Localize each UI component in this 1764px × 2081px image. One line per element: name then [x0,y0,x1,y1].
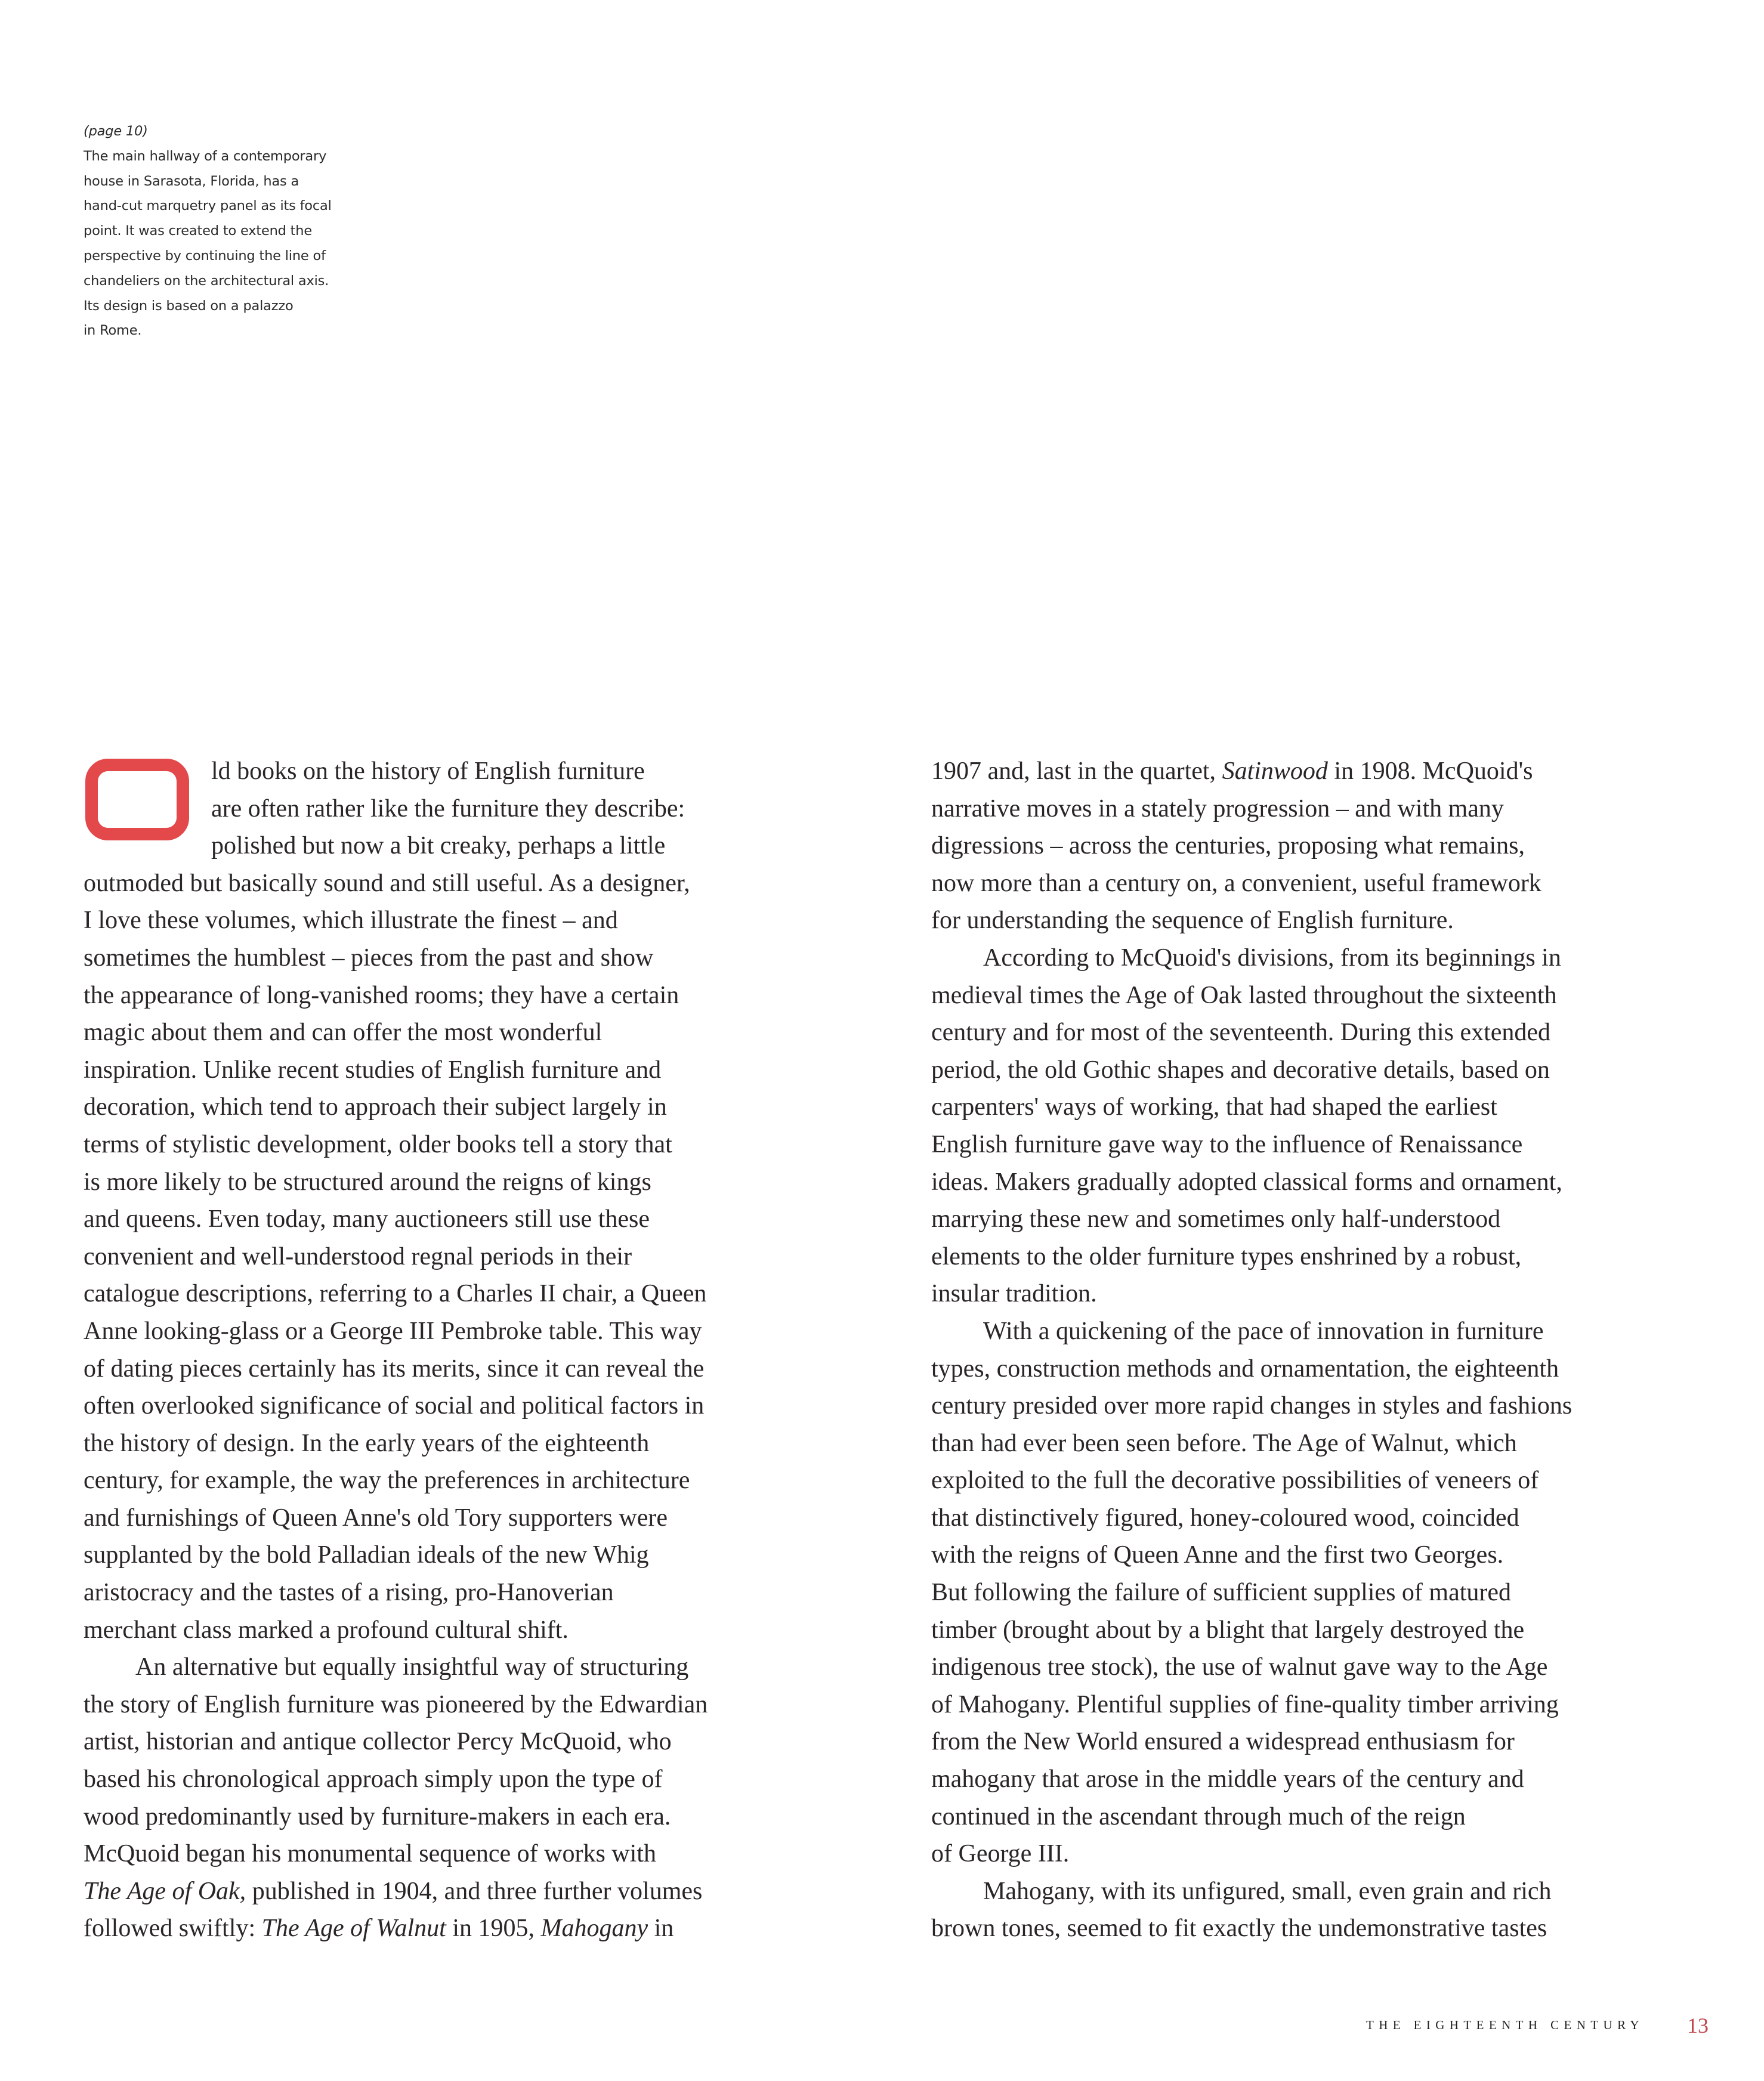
text-line: mahogany that arose in the middle years of the century and [931,1765,1524,1794]
text-line: and furnishings of Queen Anne's old Tory supporters were [84,1504,668,1532]
text-line: century, for example, the way the preferences in architecture [84,1467,690,1495]
text-line: the history of design. In the early years of the eighteenth [84,1429,650,1457]
text-line: timber (brought about by a blight that largely destroyed the [931,1616,1525,1644]
text-line: types, construction methods and ornamentation, the eighteenth [931,1355,1559,1383]
caption-page-reference: (page 10) [84,123,148,139]
text-line: terms of stylistic development, older books tell a story that [84,1130,672,1158]
text-line: than had ever been seen before. The Age of Walnut, which [931,1429,1517,1457]
caption-line: perspective by continuing the line of [84,248,326,264]
text-line: supplanted by the bold Palladian ideals of the new Whig [84,1541,649,1569]
book-title: The Age of Oak, [84,1877,246,1905]
text-line: digressions – across the centuries, proposing what remains, [931,832,1525,860]
paragraph-start-line: With a quickening of the pace of innovation in furniture [983,1317,1544,1345]
text-line: are often rather like the furniture they describe: [211,794,685,822]
text-line: and queens. Even today, many auctioneers still use these [84,1205,650,1233]
text-line: the appearance of long-vanished rooms; they have a certain [84,981,679,1009]
running-head: THE EIGHTEENTH CENTURY [1366,2018,1644,2032]
text-line: sometimes the humblest – pieces from the past and show [84,944,654,972]
caption-line: point. It was created to extend the [84,223,313,239]
text-line: based his chronological approach simply upon the type of [84,1765,663,1794]
text-line: followed swiftly: The Age of Walnut in 1905, Mahogany in [84,1915,674,1943]
body-column-right [931,753,1647,1947]
caption-line: in Rome. [84,323,142,339]
text-line: that distinctively figured, honey-coloured wood, coincided [931,1504,1519,1532]
text-line: catalogue descriptions, referring to a Charles II chair, a Queen [84,1280,707,1308]
text-line: 1907 and, last in the quartet, Satinwood in 1908. McQuoid's [931,757,1533,785]
text-line: polished but now a bit creaky, perhaps a little [211,832,666,860]
caption-line: The main hallway of a contemporary [84,148,327,164]
book-title: Satinwood [1222,757,1328,785]
book-title: The Age of Walnut [261,1915,446,1943]
text-line: continued in the ascendant through much of the reign [931,1802,1466,1830]
text-line: outmoded but basically sound and still useful. As a designer, [84,869,690,897]
body-column-left [84,753,787,1947]
text-line: The Age of Oak, published in 1904, and three further volumes [84,1877,703,1905]
book-title: Mahogany [540,1915,648,1943]
text-line: Anne looking-glass or a George III Pembroke table. This way [84,1317,702,1345]
text-line: exploited to the full the decorative possibilities of veneers of [931,1467,1539,1495]
photo-caption [84,119,364,344]
page-footer [1360,2014,1730,2048]
page-number: 13 [1687,2014,1709,2037]
text-line: ideas. Makers gradually adopted classical forms and ornament, [931,1168,1562,1196]
caption-line: chandeliers on the architectural axis. [84,273,329,289]
text-line: century and for most of the seventeenth. During this extended [931,1019,1551,1047]
text-line: decoration, which tend to approach their subject largely in [84,1093,667,1121]
text-line: insular tradition. [931,1280,1097,1308]
text-line: I love these volumes, which illustrate the finest – and [84,907,618,935]
paragraph-start-line: According to McQuoid's divisions, from its beginnings in [983,944,1561,972]
text-line: of dating pieces certainly has its merits, since it can reveal the [84,1355,705,1383]
text-line: marrying these new and sometimes only half-understood [931,1205,1501,1233]
text-line: merchant class marked a profound cultural shift. [84,1616,569,1644]
text-line: century presided over more rapid changes in styles and fashions [931,1392,1573,1420]
text-line: convenient and well-understood regnal periods in their [84,1242,632,1270]
text-line: English furniture gave way to the influence of Renaissance [931,1130,1523,1158]
text-line: brown tones, seemed to fit exactly the undemonstrative tastes [931,1915,1547,1943]
text-line: inspiration. Unlike recent studies of English furniture and [84,1056,662,1084]
text-line: the story of English furniture was pioneered by the Edwardian [84,1690,708,1718]
caption-line: house in Sarasota, Florida, has a [84,173,299,189]
text-line: But following the failure of sufficient supplies of matured [931,1579,1512,1607]
text-line: from the New World ensured a widespread enthusiasm for [931,1728,1515,1756]
text-line: indigenous tree stock), the use of walnut gave way to the Age [931,1653,1548,1681]
text-line: now more than a century on, a convenient, useful framework [931,869,1541,897]
text-line: aristocracy and the tastes of a rising, pro-Hanoverian [84,1579,614,1607]
text-line: of George III. [931,1840,1070,1868]
text-line: for understanding the sequence of English furniture. [931,907,1454,935]
paragraph-start-line: An alternative but equally insightful way of structuring [135,1653,689,1681]
text-line: period, the old Gothic shapes and decorative details, based on [931,1056,1550,1084]
text-line: ld books on the history of English furniture [211,757,645,785]
text-line: is more likely to be structured around the reigns of kings [84,1168,651,1196]
text-line: artist, historian and antique collector Percy McQuoid, who [84,1728,672,1756]
caption-line: Its design is based on a palazzo [84,298,294,314]
text-line: medieval times the Age of Oak lasted throughout the sixteenth [931,981,1557,1009]
paragraph-start-line: Mahogany, with its unfigured, small, even grain and rich [983,1877,1552,1905]
text-line: magic about them and can offer the most wonderful [84,1019,603,1047]
text-line: carpenters' ways of working, that had shaped the earliest [931,1093,1497,1121]
text-line: often overlooked significance of social and political factors in [84,1392,705,1420]
text-line: of Mahogany. Plentiful supplies of fine-quality timber arriving [931,1690,1559,1718]
text-line: McQuoid began his monumental sequence of works with [84,1840,656,1868]
text-line: elements to the older furniture types enshrined by a robust, [931,1242,1522,1270]
caption-line: hand-cut marquetry panel as its focal [84,198,332,214]
text-line: narrative moves in a stately progression – and with many [931,794,1504,822]
text-line: wood predominantly used by furniture-makers in each era. [84,1802,671,1830]
text-line: with the reigns of Queen Anne and the first two Georges. [931,1541,1504,1569]
